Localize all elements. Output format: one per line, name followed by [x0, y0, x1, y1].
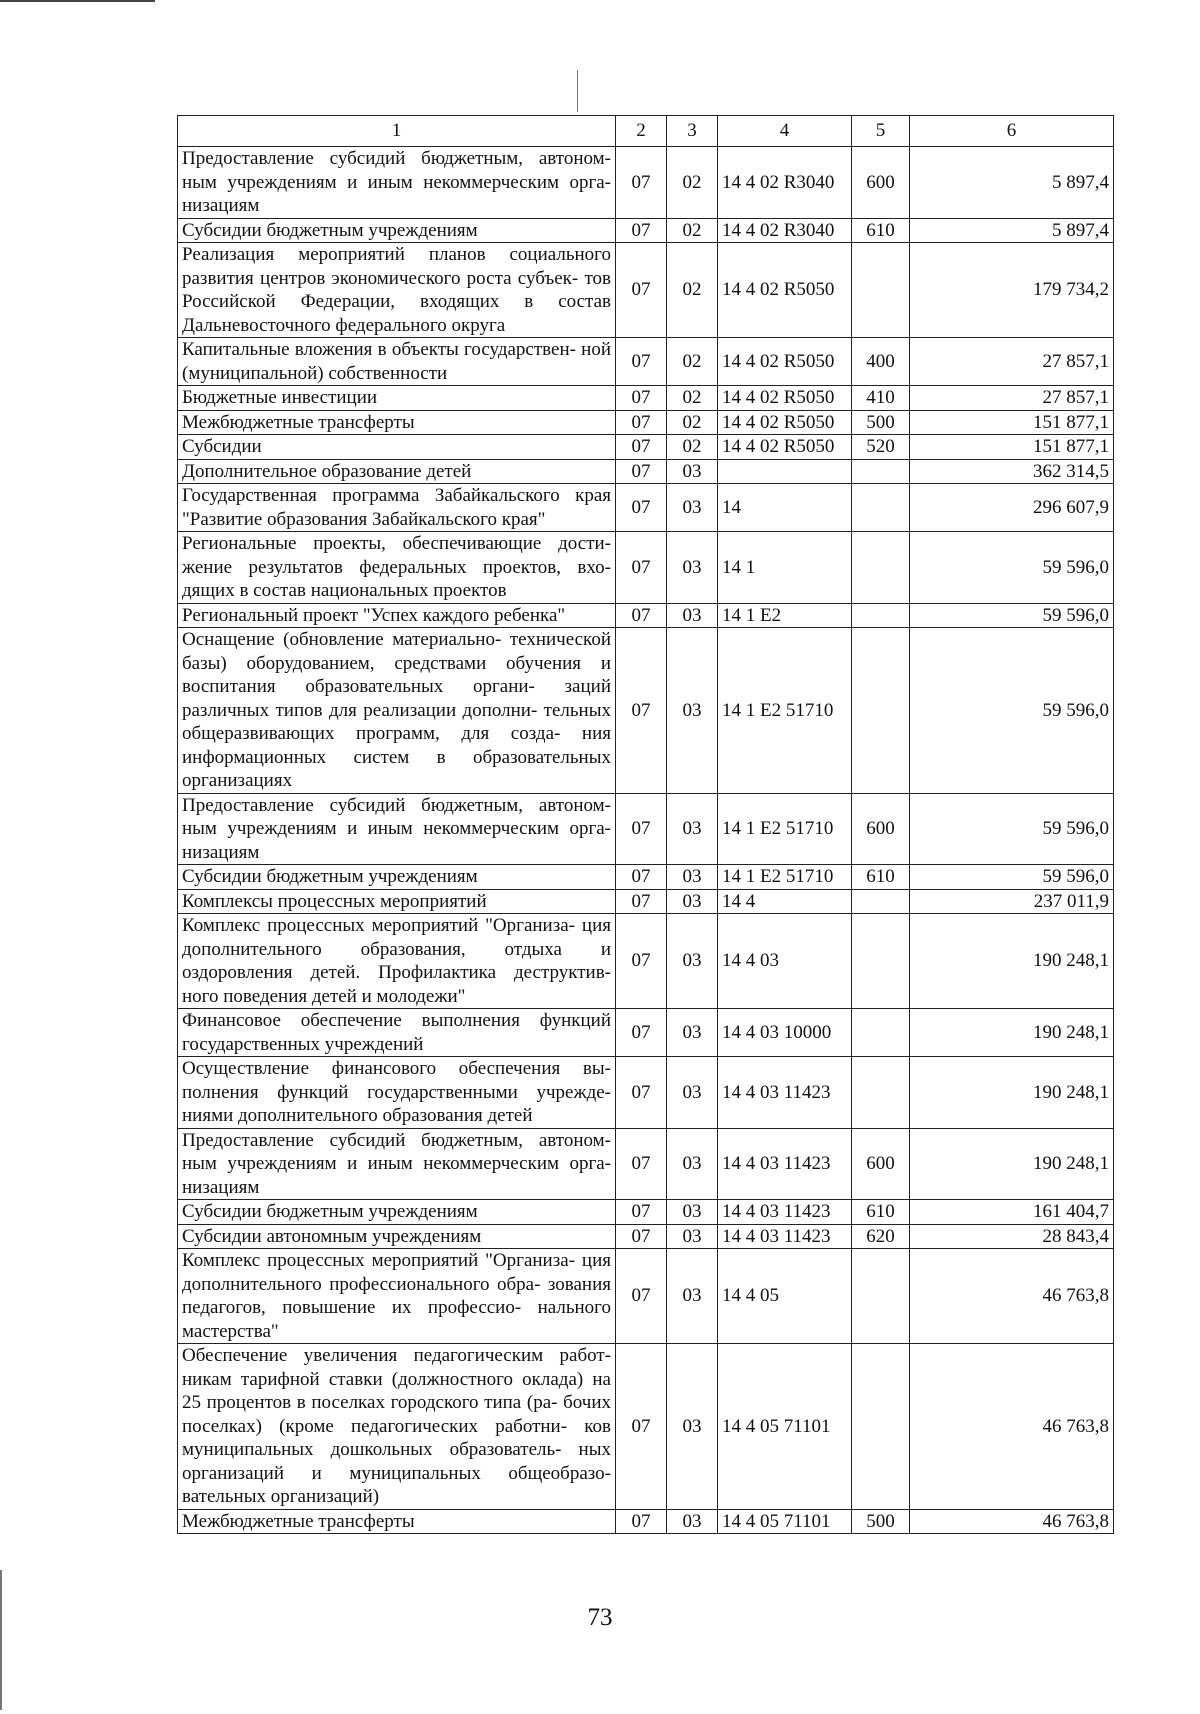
scan-mark [577, 70, 578, 112]
expense-type-cell: 610 [852, 1200, 910, 1225]
target-article-cell: 14 4 03 11423 [718, 1224, 852, 1249]
expense-type-cell: 520 [852, 435, 910, 460]
target-article-cell: 14 4 02 R3040 [718, 218, 852, 243]
amount-cell: 5 897,4 [910, 147, 1114, 219]
section-cell: 07 [616, 793, 667, 865]
row-name-cell: Субсидии [178, 435, 616, 460]
target-article-cell: 14 4 [718, 889, 852, 914]
expense-type-cell [852, 889, 910, 914]
expense-type-cell [852, 1009, 910, 1057]
subsection-cell: 03 [667, 865, 718, 890]
table-row [178, 914, 1114, 1009]
row-name-cell: Предоставление субсидий бюджетным, автоном- ным учреждениям и иным некоммерческим орга- низациям [178, 793, 616, 865]
amount-cell: 362 314,5 [910, 459, 1114, 484]
row-name-cell: Субсидии автономным учреждениям [178, 1224, 616, 1249]
subsection-cell: 02 [667, 410, 718, 435]
table-row [178, 338, 1114, 386]
table-row [178, 1009, 1114, 1057]
target-article-cell: 14 4 02 R3040 [718, 147, 852, 219]
section-cell: 07 [616, 459, 667, 484]
subsection-cell: 02 [667, 218, 718, 243]
row-name-cell: Оснащение (обновление материально- технической базы) оборудованием, средствами обучения и воспитания образовательных органи- заций различных типов для реализации дополни- тельных общеразвивающих программ, для созда- ния информационных систем в образовательных организациях [178, 628, 616, 794]
section-cell: 07 [616, 218, 667, 243]
section-cell: 07 [616, 532, 667, 604]
row-name-cell: Капитальные вложения в объекты государствен- ной (муниципальной) собственности [178, 338, 616, 386]
section-cell: 07 [616, 1224, 667, 1249]
amount-cell: 46 763,8 [910, 1249, 1114, 1344]
expense-type-cell: 600 [852, 1128, 910, 1200]
expense-type-cell: 610 [852, 218, 910, 243]
table-row [178, 218, 1114, 243]
target-article-cell: 14 4 03 [718, 914, 852, 1009]
table-row [178, 243, 1114, 338]
row-name-cell: Региональный проект "Успех каждого ребенка" [178, 603, 616, 628]
expense-type-cell [852, 459, 910, 484]
subsection-cell: 03 [667, 1200, 718, 1225]
row-name-cell: Комплекс процессных мероприятий "Организа- ция дополнительного профессионального обра- зования педагогов, повышение их профессио- нального мастерства" [178, 1249, 616, 1344]
table-row [178, 628, 1114, 794]
expense-type-cell: 500 [852, 1509, 910, 1534]
amount-cell: 161 404,7 [910, 1200, 1114, 1225]
amount-cell: 27 857,1 [910, 338, 1114, 386]
row-name-cell: Субсидии бюджетным учреждениям [178, 1200, 616, 1225]
subsection-cell: 03 [667, 1057, 718, 1129]
section-cell: 07 [616, 338, 667, 386]
table-row [178, 889, 1114, 914]
amount-cell: 59 596,0 [910, 865, 1114, 890]
subsection-cell: 02 [667, 338, 718, 386]
table-header [178, 116, 1114, 147]
target-article-cell: 14 4 02 R5050 [718, 435, 852, 460]
expense-type-cell [852, 628, 910, 794]
target-article-cell: 14 4 02 R5050 [718, 338, 852, 386]
subsection-cell: 02 [667, 386, 718, 411]
subsection-cell: 03 [667, 793, 718, 865]
row-name-cell: Предоставление субсидий бюджетным, автоном- ным учреждениям и иным некоммерческим орга- низациям [178, 147, 616, 219]
column-header: 4 [718, 116, 852, 147]
subsection-cell: 03 [667, 532, 718, 604]
subsection-cell: 03 [667, 1224, 718, 1249]
subsection-cell: 03 [667, 603, 718, 628]
expense-type-cell [852, 1057, 910, 1129]
expense-type-cell: 400 [852, 338, 910, 386]
row-name-cell: Реализация мероприятий планов социального развития центров экономического роста субъек- тов Российской Федерации, входящих в состав Дальневосточного федерального округа [178, 243, 616, 338]
section-cell: 07 [616, 1057, 667, 1129]
header-row [178, 116, 1114, 147]
amount-cell: 28 843,4 [910, 1224, 1114, 1249]
target-article-cell: 14 4 03 11423 [718, 1128, 852, 1200]
subsection-cell: 03 [667, 628, 718, 794]
table-row [178, 1128, 1114, 1200]
section-cell: 07 [616, 603, 667, 628]
row-name-cell: Комплексы процессных мероприятий [178, 889, 616, 914]
target-article-cell [718, 459, 852, 484]
row-name-cell: Межбюджетные трансферты [178, 1509, 616, 1534]
subsection-cell: 03 [667, 1128, 718, 1200]
target-article-cell: 14 4 05 [718, 1249, 852, 1344]
section-cell: 07 [616, 865, 667, 890]
expense-type-cell [852, 603, 910, 628]
row-name-cell: Субсидии бюджетным учреждениям [178, 218, 616, 243]
table-row [178, 1200, 1114, 1225]
section-cell: 07 [616, 386, 667, 411]
expense-type-cell: 610 [852, 865, 910, 890]
subsection-cell: 03 [667, 889, 718, 914]
expense-type-cell [852, 914, 910, 1009]
row-name-cell: Предоставление субсидий бюджетным, автоном- ным учреждениям и иным некоммерческим орга- низациям [178, 1128, 616, 1200]
subsection-cell: 03 [667, 459, 718, 484]
row-name-cell: Дополнительное образование детей [178, 459, 616, 484]
column-header: 3 [667, 116, 718, 147]
row-name-cell: Региональные проекты, обеспечивающие дости- жение результатов федеральных проектов, вхо- дящих в состав национальных проектов [178, 532, 616, 604]
table-row [178, 1224, 1114, 1249]
row-name-cell: Осуществление финансового обеспечения вы- полнения функций государственными учрежде- ниями дополнительного образования детей [178, 1057, 616, 1129]
table-row [178, 1509, 1114, 1534]
table-row [178, 147, 1114, 219]
amount-cell: 190 248,1 [910, 1128, 1114, 1200]
amount-cell: 190 248,1 [910, 1057, 1114, 1129]
amount-cell: 46 763,8 [910, 1344, 1114, 1510]
section-cell: 07 [616, 628, 667, 794]
table-body [178, 147, 1114, 1534]
table-row [178, 1057, 1114, 1129]
subsection-cell: 03 [667, 1344, 718, 1510]
expense-type-cell [852, 1249, 910, 1344]
table-row [178, 386, 1114, 411]
target-article-cell: 14 4 05 71101 [718, 1509, 852, 1534]
subsection-cell: 02 [667, 147, 718, 219]
amount-cell: 151 877,1 [910, 410, 1114, 435]
table-row [178, 1249, 1114, 1344]
section-cell: 07 [616, 1009, 667, 1057]
table-row [178, 1344, 1114, 1510]
table-row [178, 459, 1114, 484]
subsection-cell: 02 [667, 243, 718, 338]
row-name-cell: Обеспечение увеличения педагогическим работ- никам тарифной ставки (должностного оклада) на 25 процентов в поселках городского типа (ра- бочих поселках) (кроме педагогических работни- ков муниципальных дошкольных образователь- ных организаций и муниципальных общеобразо- вательных организаций) [178, 1344, 616, 1510]
amount-cell: 179 734,2 [910, 243, 1114, 338]
expense-type-cell [852, 1344, 910, 1510]
amount-cell: 27 857,1 [910, 386, 1114, 411]
column-header: 6 [910, 116, 1114, 147]
section-cell: 07 [616, 914, 667, 1009]
target-article-cell: 14 4 02 R5050 [718, 410, 852, 435]
amount-cell: 190 248,1 [910, 914, 1114, 1009]
target-article-cell: 14 [718, 484, 852, 532]
column-header: 1 [178, 116, 616, 147]
amount-cell: 5 897,4 [910, 218, 1114, 243]
section-cell: 07 [616, 1128, 667, 1200]
table-row [178, 603, 1114, 628]
target-article-cell: 14 1 E2 [718, 603, 852, 628]
row-name-cell: Государственная программа Забайкальского края "Развитие образования Забайкальского края" [178, 484, 616, 532]
row-name-cell: Субсидии бюджетным учреждениям [178, 865, 616, 890]
scan-edge-line [0, 0, 155, 2]
scan-edge-line-left [0, 1570, 2, 1710]
expense-type-cell [852, 243, 910, 338]
section-cell: 07 [616, 1509, 667, 1534]
amount-cell: 151 877,1 [910, 435, 1114, 460]
subsection-cell: 03 [667, 914, 718, 1009]
page-number: 73 [587, 1604, 613, 1631]
target-article-cell: 14 4 05 71101 [718, 1344, 852, 1510]
target-article-cell: 14 4 03 11423 [718, 1057, 852, 1129]
target-article-cell: 14 1 E2 51710 [718, 628, 852, 794]
expense-type-cell: 500 [852, 410, 910, 435]
section-cell: 07 [616, 410, 667, 435]
row-name-cell: Бюджетные инвестиции [178, 386, 616, 411]
section-cell: 07 [616, 243, 667, 338]
section-cell: 07 [616, 147, 667, 219]
amount-cell: 59 596,0 [910, 628, 1114, 794]
expense-type-cell: 600 [852, 793, 910, 865]
target-article-cell: 14 4 02 R5050 [718, 243, 852, 338]
expense-type-cell: 410 [852, 386, 910, 411]
expense-type-cell: 620 [852, 1224, 910, 1249]
amount-cell: 59 596,0 [910, 793, 1114, 865]
table-row [178, 865, 1114, 890]
table-row [178, 793, 1114, 865]
target-article-cell: 14 4 03 10000 [718, 1009, 852, 1057]
amount-cell: 237 011,9 [910, 889, 1114, 914]
table-row [178, 532, 1114, 604]
amount-cell: 59 596,0 [910, 532, 1114, 604]
expense-type-cell: 600 [852, 147, 910, 219]
section-cell: 07 [616, 435, 667, 460]
table-row [178, 410, 1114, 435]
amount-cell: 190 248,1 [910, 1009, 1114, 1057]
section-cell: 07 [616, 1344, 667, 1510]
subsection-cell: 03 [667, 484, 718, 532]
amount-cell: 46 763,8 [910, 1509, 1114, 1534]
section-cell: 07 [616, 1200, 667, 1225]
amount-cell: 59 596,0 [910, 603, 1114, 628]
subsection-cell: 02 [667, 435, 718, 460]
expense-type-cell [852, 484, 910, 532]
expense-type-cell [852, 532, 910, 604]
subsection-cell: 03 [667, 1009, 718, 1057]
section-cell: 07 [616, 1249, 667, 1344]
target-article-cell: 14 4 03 11423 [718, 1200, 852, 1225]
table-row [178, 435, 1114, 460]
table-row [178, 484, 1114, 532]
target-article-cell: 14 4 02 R5050 [718, 386, 852, 411]
amount-cell: 296 607,9 [910, 484, 1114, 532]
section-cell: 07 [616, 889, 667, 914]
row-name-cell: Финансовое обеспечение выполнения функций государственных учреждений [178, 1009, 616, 1057]
target-article-cell: 14 1 E2 51710 [718, 865, 852, 890]
column-header: 5 [852, 116, 910, 147]
section-cell: 07 [616, 484, 667, 532]
target-article-cell: 14 1 [718, 532, 852, 604]
row-name-cell: Межбюджетные трансферты [178, 410, 616, 435]
budget-table [177, 115, 1114, 1534]
subsection-cell: 03 [667, 1249, 718, 1344]
column-header: 2 [616, 116, 667, 147]
target-article-cell: 14 1 E2 51710 [718, 793, 852, 865]
subsection-cell: 03 [667, 1509, 718, 1534]
row-name-cell: Комплекс процессных мероприятий "Организа- ция дополнительного образования, отдыха и оздоровления детей. Профилактика деструктив- ного поведения детей и молодежи" [178, 914, 616, 1009]
